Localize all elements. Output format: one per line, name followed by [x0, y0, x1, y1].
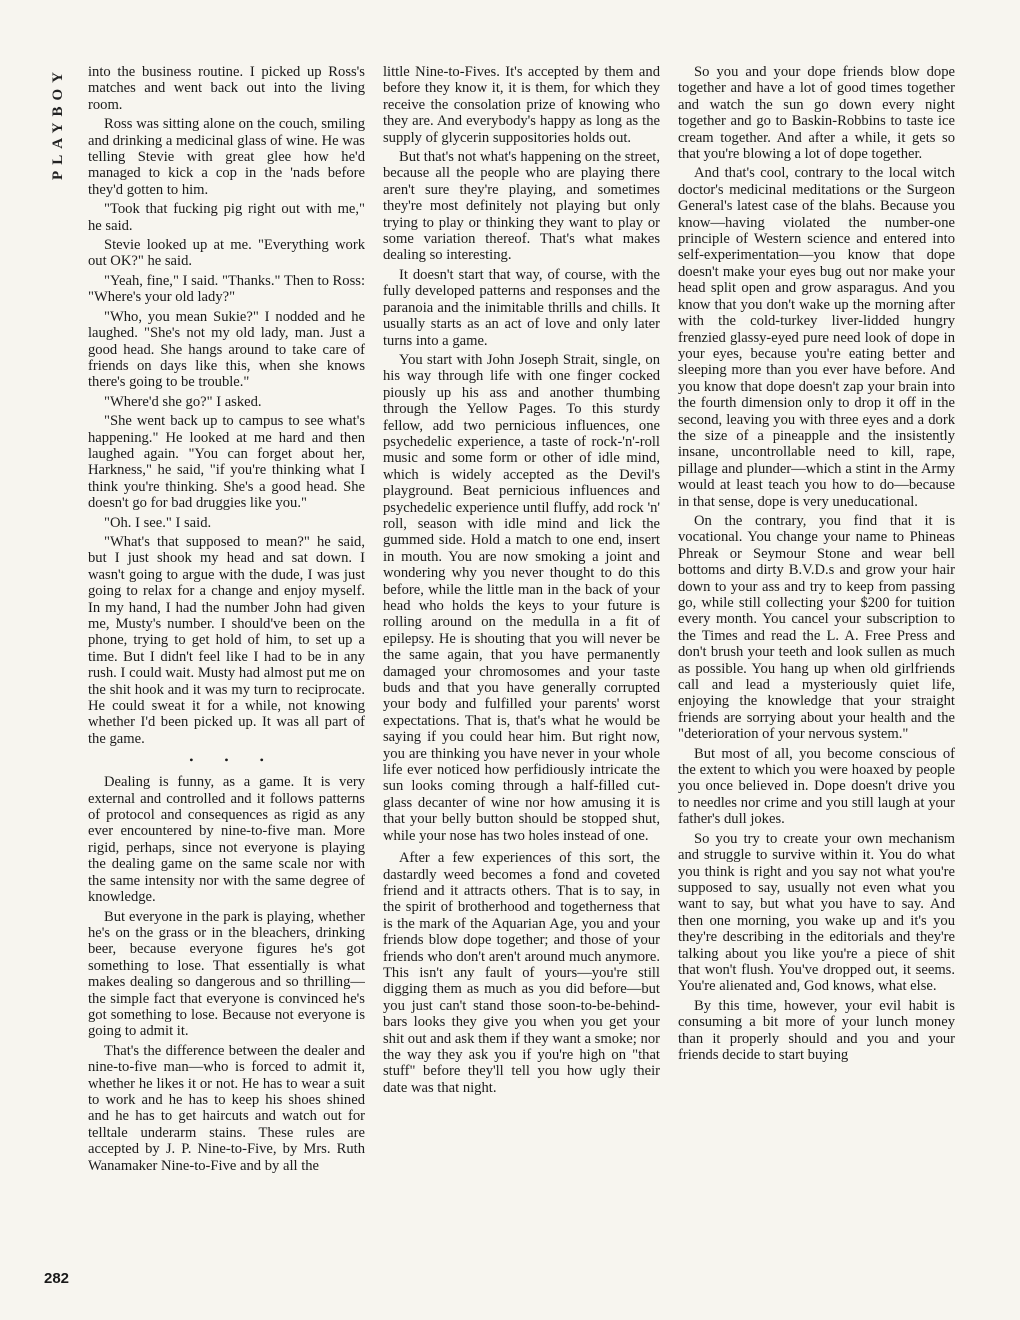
page-number: 282: [44, 1270, 70, 1287]
paragraph: By this time, however, your evil habit is consuming a bit more of your lunch money than it properly should and you and your friends decide to start buying: [678, 997, 955, 1063]
paragraph: And that's cool, contrary to the local witch doctor's medicinal meditations or the Surgeon General's latest case of the blahs. Because you know—having violated the number-one principle of Western science and entered into self-experimentation—you know that dope doesn't make your eyes bug out nor make your head split open and grow asparagus. And you know that you don't wake up the morning after with the cold-turkey liver-lidded hungry frenzied glassy-eyed pure need look of dope in your eyes, because you're eating better and sleeping more than you ever have before. And you know that dope doesn't zap your brain into the fourth dimension only to drop it off in the second, leaving you with three eyes and a dork the size of a pineapple and the insistently insane, uncontrollable need to kill, rape, pillage and plunder—which a stint in the Army would at least teach you how to do—because in that sense, dope is very uneducational.: [678, 165, 955, 510]
paragraph: "She went back up to campus to see what's happening." He looked at me hard and then laughed again. "You can forget about her, Harkness," he said, "if you're thinking what I think you're thinking. She's a good head. She doesn't go for bad druggies like you.": [88, 413, 365, 512]
paragraph: So you and your dope friends blow dope together and have a lot of good times together and watch the sun go down every night together and go to Baskin-Robbins to taste ice cream together. And after a while, it gets so that you're blowing a lot of dope together.: [678, 64, 955, 163]
paragraph: Stevie looked up at me. "Everything work out OK?" he said.: [88, 237, 365, 270]
column-2: [383, 64, 660, 1304]
column-1: [88, 64, 365, 1304]
paragraph: After a few experiences of this sort, the dastardly weed becomes a fond and coveted friend and it attracts others. That is to say, in the spirit of brotherhood and togetherness that is the mark of the Aquarian Age, you and your friends blow dope together; and those of your friends who don't aren't around much anymore. This isn't any fault of yours—you're still digging them as much as you did before—but you just can't stand those soon-to-be-behind-bars looks they give you when you get your shit out and ask them if they want a smoke; nor the way they ask you if you're high on "that stuff" before they'll tell you how ugly their date was that night.: [383, 850, 660, 1096]
paragraph: Ross was sitting alone on the couch, smiling and drinking a medicinal glass of wine. He was telling Stevie with great glee how he'd managed to kick a cop in the 'nads before they'd gotten to him.: [88, 116, 365, 198]
paragraph: But that's not what's happening on the street, because all the people who are playing there aren't sure they're playing, and sometimes they're most definitely not playing but only trying to play or thinking they want to play or some variation thereof. That's what makes dealing so interesting.: [383, 149, 660, 264]
paragraph: So you try to create your own mechanism and struggle to survive within it. You do what you think is right and you say not what you're supposed to say, usually not even what you want to say, but what you have to say. And then one morning, you wake up and it's you they're describing in the editorials and they're talking about you like you're a piece of shit that won't flush. You've dropped out, it seems. You're alienated and, God knows, what else.: [678, 830, 955, 995]
paragraph: You start with John Joseph Strait, single, on his way through life with one finger cocked piously up his ass and another thumbing through the Yellow Pages. To this sturdy fellow, add two pernicious influences, one psychedelic experience, a taste of rock-'n'-roll music and some form or other of idle mind, which is widely accepted as the Devil's playground. Beat pernicious influences and psychedelic experience until fluffy, add rock 'n' roll, season with idle mind and lick the gummed side. Hold a match to one end, insert in mouth. You are now smoking a joint and wondering why you never thought to do this before, while the little man in the back of your head who holds the keys to your future is rolling around on the medulla in a fit of epilepsy. He is shouting that you will never be the same again, that you have permanently damaged your chromosomes and your taste buds and that you have generally corrupted your body and fulfilled your parents' worst expectations. That is, that's what he would be saying if you could hear him. But right now, you are thinking you have never in your whole life ever noticed how perfidiously intricate the sun looks coming through a half-filled cut-glass decanter of wine nor how amusing it is that your belly button should be stopped shut, while your nose has two holes instead of one.: [383, 351, 660, 844]
paragraph: "Took that fucking pig right out with me," he said.: [88, 201, 365, 234]
paragraph: Dealing is funny, as a game. It is very external and controlled and it follows patterns of protocol and consequences as rigid as any ever encountered by nine-to-five man. More rigid, perhaps, since not everyone is playing the dealing game on the same scale nor with the same intensity nor with the same degree of knowledge.: [88, 774, 365, 906]
article-body: [88, 64, 956, 1304]
paragraph: "Oh. I see." I said.: [104, 514, 212, 531]
paragraph: On the contrary, you find that it is vocational. You change your name to Phineas Phreak or Seymour Stone and wear bell bottoms and dirty B.V.D.s and grow your hair down to your ass and try to keep from passing go, while still collecting your $200 for tuition every month. You cancel your subscription to the Times and read the L. A. Free Press and don't brush your teeth and look sullen as much as possible. You hang up when old girlfriends call and lead a mysteriously quiet life, enjoying the knowledge that your straight friends are sorrying about your health and the "deterioration of your nervous system.": [678, 512, 955, 743]
paragraph: But most of all, you become conscious of the extent to which you were hoaxed by people you once believed in. Dope doesn't drive you to needles nor crime and you still laugh at your father's dull jokes.: [678, 745, 955, 828]
column-3: [678, 64, 955, 1304]
paragraph: little Nine-to-Fives. It's accepted by them and before they know it, it is them, for which they receive the consolation prize of knowing who they are. And everybody's happy as long as the supply of glycerin suppositories holds out.: [383, 64, 660, 146]
paragraph: "Who, you mean Sukie?" I nodded and he laughed. "She's not my old lady, man. Just a good head. She hangs around to take care of friends on days like this, when she knows there's going to be trouble.": [88, 308, 365, 391]
paragraph: But everyone in the park is playing, whether he's on the grass or in the bleachers, drinking beer, because everyone figures he's got something to lose. That essentially is what makes dealing so dangerous and so thrilling—the simple fact that everyone is convinced he's got something to lose. Because not everyone is going to admit it.: [88, 908, 365, 1040]
magazine-name: PLAYBOY: [50, 66, 66, 180]
paragraph: That's the difference between the dealer and nine-to-five man—who is forced to admit it, whether he likes it or not. He has to wear a suit to work and he has to keep his shoes shined and he has to get haircuts and watch out for telltale underarm stains. These rules are accepted by J. P. Nine-to-Five, by Mrs. Ruth Wanamaker Nine-to-Five and by all the: [88, 1042, 365, 1174]
paragraph: "What's that supposed to mean?" he said, but I just shook my head and sat down. I wasn't going to argue with the dude, I was just going to relax for a change and enjoy myself. In my hand, I had the number John had given me, Musty's number. I should've been on the phone, trying to get hold of him, to set up a time. But I didn't feel like I had to be in any rush. I could wait. Musty had almost put me on the shit hook and it was my turn to reciprocate. He could sweat it for a while, not knowing whether I'd been picked up. It was all part of the game.: [88, 533, 365, 747]
paragraph: into the business routine. I picked up Ross's matches and went back out into the living room.: [88, 64, 365, 113]
paragraph: "Yeah, fine," I said. "Thanks." Then to Ross: "Where's your old lady?": [88, 272, 365, 306]
section-break: • • •: [189, 753, 278, 768]
paragraph: "Where'd she go?" I asked.: [104, 393, 262, 410]
paragraph: It doesn't start that way, of course, with the fully developed patterns and responses and the paranoia and the inimitable thrills and chills. It usually starts as an act of love and only later turns into a game.: [383, 266, 660, 349]
